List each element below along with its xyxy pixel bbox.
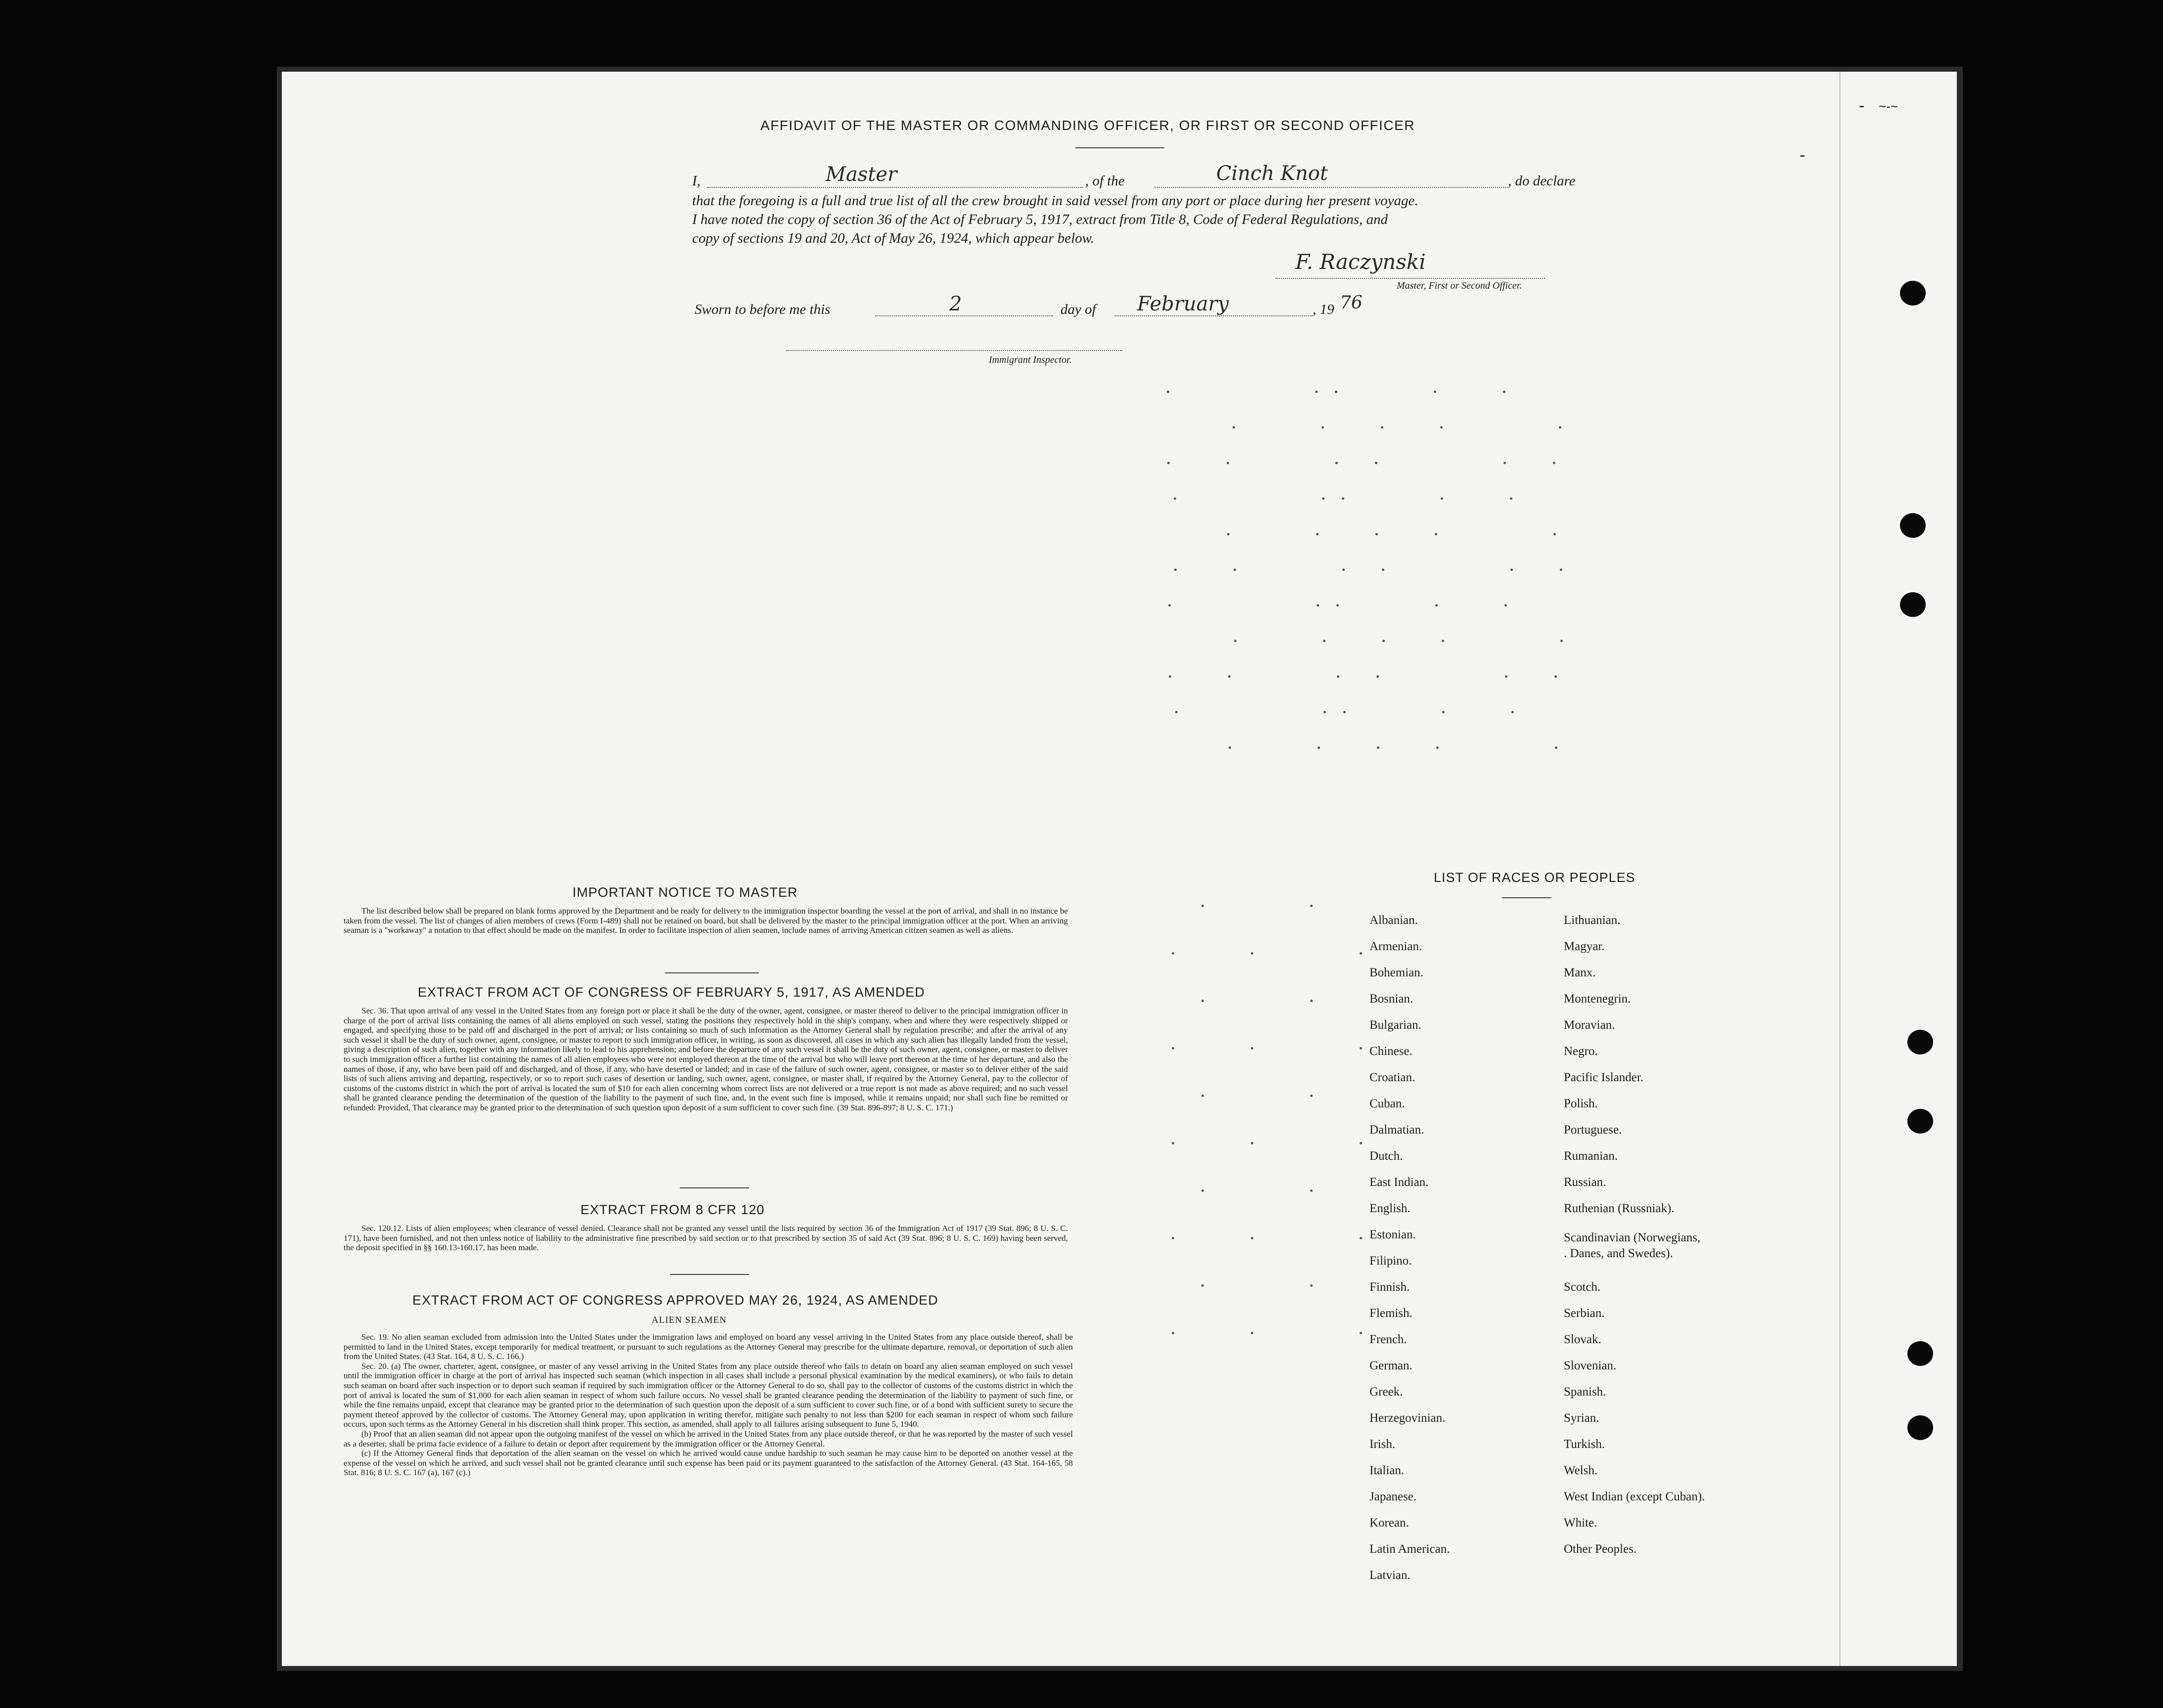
guide-dot: [1436, 746, 1439, 749]
race-item: Armenian.: [1369, 940, 1422, 953]
guide-dot: [1555, 746, 1557, 749]
name-blank: [707, 187, 1083, 188]
section-20b-paragraph: (b) Proof that an alien seaman did not appear upon the outgoing manifest of the vessel on which he arrived in the United States from any place outside thereof, or that he was reported by the master of such vessel as a deserter, shall be prima facie evidence of a failure to detain or deport after requirement by the immigration officer or the Attorney General.: [344, 1429, 1073, 1448]
guide-dot: [1169, 675, 1171, 678]
guide-dot: [1201, 1189, 1204, 1192]
race-item: French.: [1369, 1333, 1407, 1346]
extract-1917-text: [344, 1006, 1068, 1113]
section-120-12-paragraph: Sec. 120.12. Lists of alien employees; when clearance of vessel denied. Clearance shall not be granted any vessel until the lists required by section 36 of the Immigration Act of 1917 (39 Stat. 896; 8 U. S. C. 171), have been furnished, and not then unless notice of liability to the administrative fine prescribed by said section or to that prescribed by section 35 of said Act (39 Stat. 896; 8 U. S. C. 169) having been served, the deposit specified in §§ 160.13-160.17, has been made.: [344, 1224, 1068, 1253]
race-item: Turkish.: [1564, 1438, 1605, 1451]
guide-dot: [1234, 640, 1236, 642]
year-prefix: , 19: [1313, 302, 1334, 317]
month-blank: [1115, 315, 1313, 316]
race-item: Finnish.: [1369, 1280, 1410, 1294]
race-item: Greek.: [1369, 1385, 1403, 1399]
race-item: . Danes, and Swedes).: [1564, 1247, 1673, 1260]
race-item: Albanian.: [1369, 914, 1418, 927]
section-rule: [670, 1274, 749, 1275]
guide-dot: [1336, 604, 1339, 607]
race-item: Japanese.: [1369, 1490, 1417, 1503]
handwritten-month: February: [1137, 293, 1229, 315]
guide-dot: [1172, 1142, 1174, 1144]
guide-dot: [1376, 675, 1379, 678]
race-item: Bohemian.: [1369, 966, 1424, 979]
guide-dot: [1172, 1047, 1174, 1050]
guide-dot: [1342, 569, 1345, 571]
race-item: Slovenian.: [1564, 1359, 1617, 1372]
guide-dot: [1343, 711, 1346, 713]
vessel-blank: [1154, 187, 1508, 188]
guide-dot: [1315, 391, 1318, 393]
race-item: Flemish.: [1369, 1307, 1413, 1320]
race-item: Latin American.: [1369, 1542, 1450, 1556]
section-36-paragraph: Sec. 36. That upon arrival of any vessel in the United States from any foreign port or place it shall be the duty of the owner, agent, consignee, or master thereof to deliver to the principal immigration officer in charge of the port of arrival lists containing the names of all aliens employed on such vessel, stating the positions they respectively hold in the ship's company, when and where they were respectively shipped or engaged, and specifying those to be paid off and discharged in the port of arrival; or lists containing so much of such information as the Attorney General shall by regulation prescribe; and after the arrival of any such vessel it shall be the duty of such owner, agent, consignee, or master to report to such immigration officer, in writing, as soon as discovered, all cases in which any such alien has illegally landed from the vessel, giving a description of such alien, together with any information likely to lead to his apprehension; and before the departure of any such vessel it shall be the duty of such owner, agent, consignee, or master to deliver to such immigration officer a further list containing the names of all alien employees who were not employed thereon at the time of the arrival but who will leave port thereon at the time of her departure, and also the names of those, if any, who have been paid off and discharged, and of those, if any, who have deserted or landed; and in case of the failure of such owner, agent, consignee, or master so to deliver either of the said lists of such aliens arriving and departing, respectively, or so to report such cases of desertion or landing, such owner, agent, consignee, or master shall, if required by the Attorney General, pay to the collector of customs of the customs district in which the port of arrival is located the sum of $10 for each alien concerning whom correct lists are not delivered or a true report is not made as above required; and no such vessel shall be granted clearance pending the determination of the question of the liability to the payment of such fine, and, in the event such fine is imposed, while it remains unpaid; nor shall such fine be remitted or refunded: Provided, That clearance may be granted prior to the determination of such question upon deposit of a sum sufficient to cover such fine. (39 Stat. 896-897; 8 U. S. C. 171.): [344, 1006, 1068, 1112]
guide-dot: [1316, 533, 1319, 535]
guide-dot: [1234, 569, 1236, 571]
affidavit-line-3: I have noted the copy of section 36 of the Act of February 5, 1917, extract from Title 8, Code of Federal Regulations, and: [692, 212, 1388, 227]
guide-dot: [1201, 1284, 1204, 1287]
race-item: Negro.: [1564, 1045, 1598, 1058]
sworn-prefix: Sworn to before me this: [695, 302, 831, 317]
section-19-paragraph: Sec. 19. No alien seaman excluded from admission into the United States under the immigration laws and employed on board any vessel arriving in the United States from any place outside thereof, shall be permitted to land in the United States, except temporarily for medical treatment, or pursuant to such regulations as the Attorney General may prescribe for the ultimate departure, removal, or deportation of such alien from the United States. (43 Stat. 164, 8 U. S. C. 166.): [344, 1332, 1073, 1361]
guide-dot: [1377, 746, 1379, 749]
guide-dot: [1435, 604, 1438, 607]
guide-dot: [1337, 675, 1339, 678]
guide-dot: [1360, 1332, 1362, 1334]
race-item: East Indian.: [1369, 1176, 1429, 1189]
guide-dot: [1560, 640, 1563, 642]
day-blank: [875, 315, 1053, 316]
guide-dot: [1310, 905, 1313, 907]
race-item: Serbian.: [1564, 1307, 1605, 1320]
race-item: Korean.: [1369, 1516, 1409, 1530]
signature-blank: [1276, 278, 1545, 279]
guide-dot: [1318, 746, 1320, 749]
section-rule: [665, 972, 759, 973]
guide-dot: [1442, 711, 1445, 713]
guide-dot: [1440, 426, 1443, 429]
race-item: Chinese.: [1369, 1045, 1413, 1058]
races-title: LIST OF RACES OR PEOPLES: [1434, 870, 1635, 885]
race-item: Magyar.: [1564, 940, 1605, 953]
guide-dot: [1435, 533, 1437, 535]
guide-dot: [1172, 1332, 1174, 1334]
guide-dot: [1335, 391, 1337, 393]
guide-dot: [1310, 1284, 1313, 1287]
guide-dot: [1504, 604, 1507, 607]
signature-caption: Master, First or Second Officer.: [1397, 280, 1522, 291]
guide-dot: [1360, 1237, 1362, 1239]
guide-dot: [1251, 1332, 1253, 1334]
race-item: Estonian.: [1369, 1228, 1416, 1241]
guide-dot: [1172, 952, 1174, 955]
guide-dot: [1382, 569, 1384, 571]
guide-dot: [1201, 905, 1204, 907]
affidavit-line-4: copy of sections 19 and 20, Act of May 26, 1924, which appear below.: [692, 230, 1095, 246]
guide-dot: [1322, 497, 1324, 500]
guide-dot: [1310, 1189, 1313, 1192]
section-20a-paragraph: Sec. 20. (a) The owner, charterer, agent, consignee, or master of any vessel arriving in the United States from any place outside thereof who fails to detain on board any alien seaman employed on such vessel until the immigration officer in charge at the port of arrival has inspected such seaman (which inspection in all cases shall include a personal physical examination by the medical examiners), or who fails to detain such seaman on board after such inspection or to deport such seaman if required by such immigration officer or the Attorney General to do so, shall pay to the collector of customs of the customs district in which the port of arrival is located the sum of $1,000 for each alien seaman in respect of whom such failure occurs. No vessel shall be granted clearance pending the determination of the liability to payment of such fine, or while the fine remains unpaid, except that clearance may be granted prior to the determination of such question upon the deposit of a sum sufficient to cover such fine, or of a bond with sufficient surety to secure the payment thereof approved by the collector of customs. The Attorney General may, upon application in writing therefor, mitigate such penalty to not less than $200 for each seaman in respect of whom such failure occurs, upon such terms as the Attorney General in his discretion shall think proper. This section, as amended, shall apply to all failures arising subsequent to June 5, 1940.: [344, 1361, 1073, 1429]
guide-dot: [1342, 497, 1344, 500]
guide-dot: [1229, 746, 1231, 749]
race-item: Manx.: [1564, 966, 1596, 979]
race-item: West Indian (except Cuban).: [1564, 1490, 1705, 1503]
guide-dot: [1317, 604, 1319, 607]
race-item: Slovak.: [1564, 1333, 1601, 1346]
guide-dot: [1360, 1047, 1362, 1050]
race-item: German.: [1369, 1359, 1413, 1372]
punch-hole: [1907, 1030, 1933, 1054]
race-item: Dutch.: [1369, 1149, 1403, 1163]
punch-hole: [1900, 281, 1926, 306]
punch-hole: [1900, 513, 1926, 538]
guide-dot: [1503, 391, 1505, 393]
race-item: Pacific Islander.: [1564, 1071, 1644, 1084]
punch-hole: [1900, 592, 1926, 617]
extract-1924-text: [344, 1332, 1073, 1478]
race-item: Lithuanian.: [1564, 914, 1621, 927]
guide-dot: [1251, 952, 1253, 955]
race-item: Montenegrin.: [1564, 992, 1631, 1006]
race-item: Cuban.: [1369, 1097, 1405, 1110]
line1-prefix: I,: [692, 173, 701, 189]
race-item: Bosnian.: [1369, 992, 1413, 1006]
guide-dot: [1335, 462, 1338, 464]
notice-title: IMPORTANT NOTICE TO MASTER: [573, 885, 798, 900]
guide-dot: [1251, 1142, 1253, 1144]
extract-1924-title: EXTRACT FROM ACT OF CONGRESS APPROVED MAY 26, 1924, AS AMENDED: [412, 1293, 938, 1308]
inspector-caption: Immigrant Inspector.: [989, 354, 1072, 365]
day-of-text: day of: [1060, 302, 1096, 317]
guide-dot: [1559, 426, 1561, 429]
guide-dot: [1228, 675, 1231, 678]
alien-seamen-subtitle: ALIEN SEAMEN: [652, 1315, 727, 1325]
handwritten-day: 2: [949, 293, 962, 315]
guide-dot: [1381, 426, 1383, 429]
races-title-rule: [1502, 897, 1551, 898]
guide-dot: [1168, 604, 1171, 607]
race-item: Ruthenian (Russniak).: [1564, 1202, 1675, 1215]
notice-paragraph: The list described below shall be prepared on blank forms approved by the Department and be ready for delivery to the immigration inspector boarding the vessel at the port of arrival, and shall in no instance be taken from the vessel. The list of changes of alien members of crews (Form I-489) shall not be retained on board, but shall be delivered by the master to the principal immigration officer at the port. When an arriving seaman is a "workaway" a notation to that effect should be made on the manifest. In order to facilitate inspection of alien seamen, include names of arriving American citizen seamen as well as aliens.: [344, 906, 1068, 935]
guide-dot: [1233, 426, 1235, 429]
guide-dot: [1227, 533, 1230, 535]
race-item: Dalmatian.: [1369, 1123, 1424, 1137]
guide-dot: [1375, 462, 1377, 464]
inspector-blank: [786, 350, 1122, 351]
guide-dot: [1324, 711, 1326, 713]
race-item: Welsh.: [1564, 1464, 1598, 1477]
line1-mid: , of the: [1085, 173, 1125, 189]
guide-dot: [1201, 1000, 1204, 1002]
guide-dot: [1553, 533, 1556, 535]
handwritten-year: 76: [1340, 293, 1363, 313]
guide-dot: [1554, 675, 1557, 678]
guide-dot: [1360, 1142, 1362, 1144]
race-item: Portuguese.: [1564, 1123, 1622, 1137]
guide-dot: [1442, 640, 1444, 642]
guide-dot: [1553, 462, 1555, 464]
guide-dot: [1251, 1237, 1253, 1239]
guide-dot: [1167, 462, 1170, 464]
race-item: Spanish.: [1564, 1385, 1606, 1399]
race-item: Moravian.: [1564, 1018, 1615, 1032]
extract-cfr-title: EXTRACT FROM 8 CFR 120: [580, 1202, 765, 1217]
race-item: English.: [1369, 1202, 1411, 1215]
extract-1917-title: EXTRACT FROM ACT OF CONGRESS OF FEBRUARY 5, 1917, AS AMENDED: [418, 985, 925, 1000]
notice-text: [344, 906, 1068, 935]
guide-dot: [1323, 640, 1325, 642]
affidavit-title: AFFIDAVIT OF THE MASTER OR COMMANDING OFFICER, OR FIRST OR SECOND OFFICER: [760, 118, 1415, 133]
guide-dot: [1360, 952, 1362, 955]
guide-dot: [1174, 569, 1177, 571]
handwritten-vessel: Cinch Knot: [1216, 162, 1328, 185]
race-item: Other Peoples.: [1564, 1542, 1637, 1556]
paper-fold: [1839, 72, 1959, 1666]
guide-dot: [1201, 1095, 1204, 1097]
race-item: Scandinavian (Norwegians,: [1564, 1231, 1701, 1244]
pencil-mark: ~-~: [1879, 99, 1898, 114]
race-item: Latvian.: [1369, 1569, 1411, 1582]
guide-dot: [1310, 1095, 1313, 1097]
race-item: Filipino.: [1369, 1254, 1412, 1268]
race-item: White.: [1564, 1516, 1597, 1530]
race-item: Irish.: [1369, 1438, 1396, 1451]
pencil-mark: -: [1859, 96, 1865, 115]
guide-dot: [1560, 569, 1562, 571]
guide-dot: [1441, 497, 1443, 500]
race-item: Rumanian.: [1564, 1149, 1618, 1163]
guide-dot: [1310, 1000, 1313, 1002]
guide-dot: [1375, 533, 1378, 535]
section-rule: [680, 1187, 749, 1188]
guide-dot: [1434, 391, 1436, 393]
guide-dot: [1175, 711, 1178, 713]
signature: F. Raczynski: [1295, 250, 1426, 274]
handwritten-name: Master: [826, 163, 897, 186]
guide-dot: [1322, 426, 1324, 429]
race-item: Polish.: [1564, 1097, 1598, 1110]
race-item: Croatian.: [1369, 1071, 1415, 1084]
guide-dot: [1505, 675, 1507, 678]
race-item: Italian.: [1369, 1464, 1405, 1477]
race-item: Scotch.: [1564, 1280, 1601, 1294]
line1-suffix: , do declare: [1508, 173, 1576, 189]
guide-dot: [1251, 1047, 1253, 1050]
guide-dot: [1382, 640, 1385, 642]
title-rule: [1075, 147, 1164, 148]
guide-dot: [1174, 497, 1176, 500]
guide-dot: [1167, 391, 1169, 393]
guide-dot: [1227, 462, 1229, 464]
guide-dot: [1511, 711, 1514, 713]
punch-hole: [1907, 1341, 1933, 1366]
affidavit-line-2: that the foregoing is a full and true list of all the crew brought in said vessel from any port or place during her present voyage.: [692, 193, 1418, 209]
guide-dot: [1510, 497, 1512, 500]
guide-dot: [1510, 569, 1513, 571]
guide-dot: [1172, 1237, 1174, 1239]
guide-dot: [1503, 462, 1506, 464]
extract-cfr-text: [344, 1224, 1068, 1253]
race-item: Herzegovinian.: [1369, 1411, 1446, 1425]
section-20c-paragraph: (c) If the Attorney General finds that deportation of the alien seaman on the vessel on which he arrived would cause undue hardship to such seaman he may cause him to be deported on another vessel at the expense of the vessel on which he arrived, and such vessel shall not be granted clearance until such expense has been paid or its payment guaranteed to the satisfaction of the Attorney General. (43 Stat. 164-165, 58 Stat. 816; 8 U. S. C. 167 (a), 167 (c).): [344, 1448, 1073, 1478]
race-item: Russian.: [1564, 1176, 1606, 1189]
race-item: Bulgarian.: [1369, 1018, 1421, 1032]
punch-hole: [1907, 1109, 1933, 1134]
pencil-mark: -: [1800, 146, 1806, 165]
race-item: Syrian.: [1564, 1411, 1599, 1425]
punch-hole: [1907, 1415, 1933, 1440]
